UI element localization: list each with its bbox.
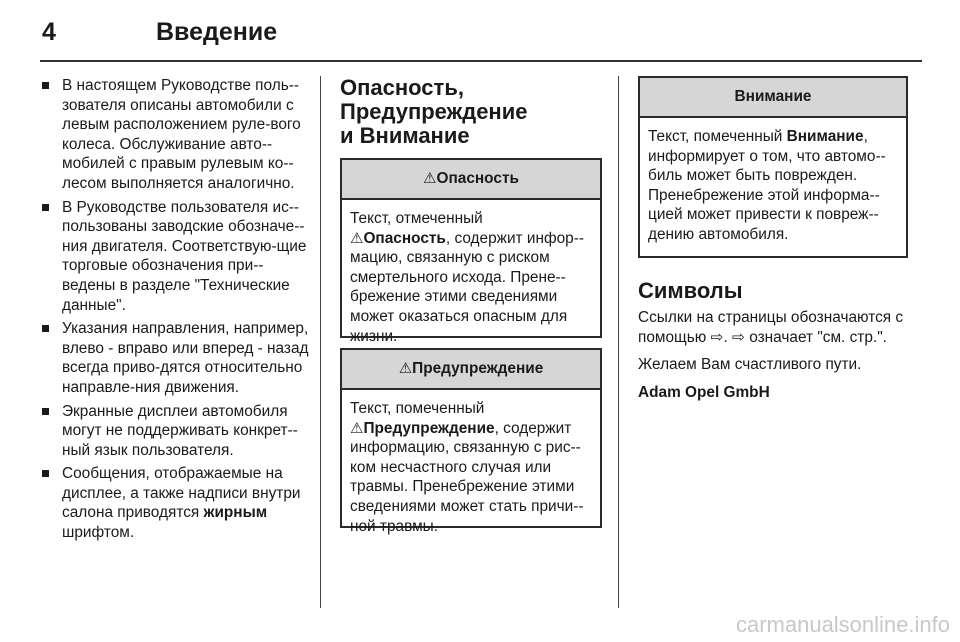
warning-triangle-icon: ⚠ (423, 170, 437, 187)
notice-text: , информирует о том, что автомо-биль может быть поврежден. Пренебрежение этой информа-цией может привести к повреж-дению автомобиля. (648, 128, 886, 243)
heading-line: Предупреждение (340, 99, 528, 124)
danger-notice-box (340, 158, 602, 345)
page-reference-arrow-icon: ⇨ (732, 328, 745, 346)
watermark: carmanualsonline.info (735, 612, 950, 637)
notice-intro: Текст, помеченный (350, 400, 485, 417)
caution-notice-header: Внимание (640, 78, 906, 118)
warning-notice-body (342, 390, 600, 546)
danger-notice-header (342, 160, 600, 200)
list-item (40, 464, 310, 542)
notice-keyword: Опасность (363, 229, 446, 247)
warning-notice-header (342, 350, 600, 390)
column-2 (340, 75, 602, 535)
notice-text: , содержит информацию, связанную с рис-ком несчастного случая или травмы. Пренебрежение этими сведениями может стать причи-ной травмы. (350, 419, 584, 535)
warning-triangle-icon: ⚠ (350, 229, 364, 247)
list-item: Экранные дисплеи автомобиля могут не поддерживать конкрет-ный язык пользователя. (40, 402, 310, 461)
page-title: Введение (156, 18, 278, 46)
column-3 (638, 76, 908, 410)
notice-keyword: Предупреждение (363, 419, 495, 437)
warning-notice-title: Предупреждение (412, 360, 544, 377)
notice-intro: Текст, отмеченный (350, 210, 483, 227)
section-heading (340, 76, 602, 148)
list-item: В Руководстве пользователя ис-пользованы заводские обозначе-ния двигателя. Соответствую-щие торговые обозначения при-ведены в разделе "Технические данные". (40, 198, 310, 316)
heading-line: Опасность, (340, 75, 464, 100)
warning-notice-box (340, 348, 602, 535)
warning-triangle-icon: ⚠ (350, 419, 364, 437)
paragraph-text: означает "см. стр.". (749, 328, 887, 346)
heading-line: и Внимание (340, 123, 470, 148)
intro-bullet-list (40, 76, 310, 543)
bold-word: жирным (203, 504, 268, 522)
bullet-text-tail: шрифтом. (62, 524, 135, 542)
danger-notice-title: Опасность (436, 170, 519, 187)
paragraph-text: . (723, 328, 728, 346)
list-item: Указания направления, например, влево - вправо или вперед - назад всегда приво-дятся относительно направле-ния движения. (40, 319, 310, 397)
notice-text: , содержит инфор-мацию, связанную с риском смертельного исхода. Прене-брежение этими сведениями может оказаться опасным для жизни. (350, 229, 585, 345)
bullet-text: Сообщения, отображаемые на дисплее, а также надписи внутри салона приводятся (62, 465, 301, 522)
column-1 (40, 76, 310, 547)
header-rule (40, 60, 922, 62)
wish-paragraph: Желаем Вам счастливого пути. (638, 356, 862, 374)
page-number: 4 (42, 18, 56, 46)
brand-name: Adam Opel GmbH (638, 383, 770, 401)
danger-notice-body (342, 200, 600, 356)
page-reference-arrow-icon: ⇨ (710, 328, 724, 346)
column-divider-2 (618, 76, 619, 608)
warning-triangle-icon: ⚠ (398, 360, 413, 377)
paragraph-text: Ссылки на страницы обозначаются с помощью (638, 309, 904, 346)
symbols-paragraph (638, 308, 908, 347)
caution-notice-box (638, 76, 908, 258)
column-divider-1 (320, 76, 321, 608)
caution-notice-body (640, 118, 906, 255)
notice-keyword: Внимание (786, 128, 864, 145)
notice-intro: Текст, помеченный (648, 128, 783, 145)
page-header (40, 14, 922, 58)
list-item: В настоящем Руководстве поль-зователя описаны автомобили с левым расположением руле-вого колеса. Обслуживание авто-мобилей с правым рулевым ко-лесом выполняется аналогично. (40, 76, 310, 194)
symbols-heading: Символы (638, 278, 743, 303)
